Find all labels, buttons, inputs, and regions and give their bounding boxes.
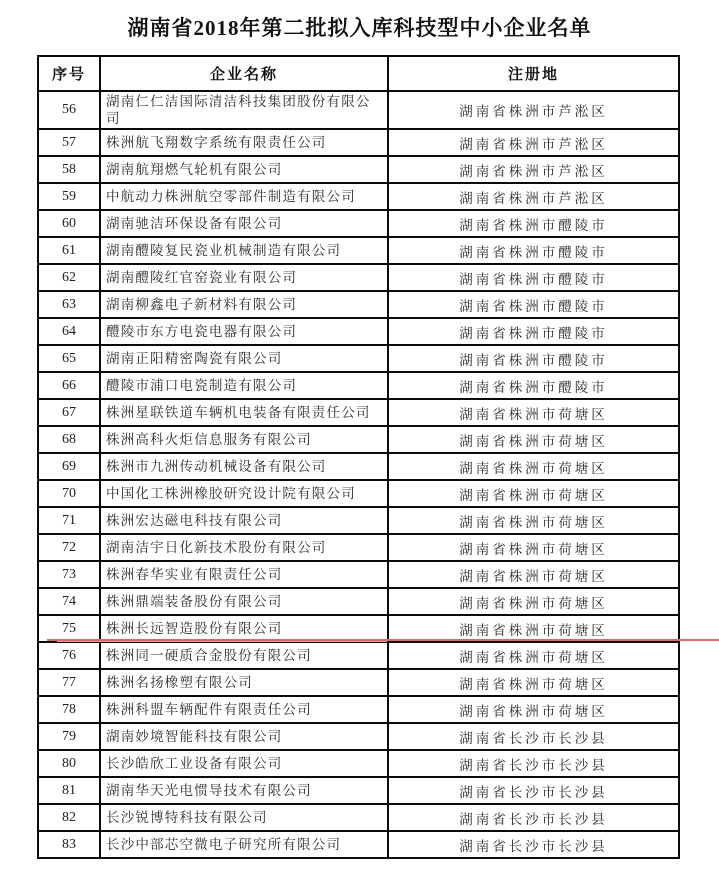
row-index-cell: 56 bbox=[38, 91, 100, 129]
registration-location-cell: 湖南省株洲市醴陵市 bbox=[388, 318, 679, 345]
company-name-cell: 湖南仁仁洁国际清洁科技集团股份有限公司 bbox=[100, 91, 388, 129]
table-row bbox=[38, 588, 679, 615]
table-row bbox=[38, 534, 679, 561]
registration-location-cell: 湖南省株洲市荷塘区 bbox=[388, 453, 679, 480]
registration-location-cell: 湖南省株洲市荷塘区 bbox=[388, 642, 679, 669]
table-row bbox=[38, 183, 679, 210]
table-row bbox=[38, 291, 679, 318]
table-row bbox=[38, 372, 679, 399]
registration-location-cell: 湖南省株洲市芦淞区 bbox=[388, 129, 679, 156]
company-name-cell: 株洲名扬橡塑有限公司 bbox=[100, 669, 388, 696]
row-index-cell: 83 bbox=[38, 831, 100, 858]
company-name-cell: 醴陵市浦口电瓷制造有限公司 bbox=[100, 372, 388, 399]
company-name-cell: 湖南驰洁环保设备有限公司 bbox=[100, 210, 388, 237]
table-row bbox=[38, 480, 679, 507]
table-row bbox=[38, 507, 679, 534]
registration-location-cell: 湖南省株洲市醴陵市 bbox=[388, 237, 679, 264]
table-row bbox=[38, 91, 679, 129]
registration-location-cell: 湖南省长沙市长沙县 bbox=[388, 831, 679, 858]
registration-location-cell: 湖南省长沙市长沙县 bbox=[388, 777, 679, 804]
registration-location-cell: 湖南省株洲市荷塘区 bbox=[388, 588, 679, 615]
table-row bbox=[38, 831, 679, 858]
table-row bbox=[38, 264, 679, 291]
registration-location-cell: 湖南省株洲市荷塘区 bbox=[388, 669, 679, 696]
registration-location-cell: 湖南省长沙市长沙县 bbox=[388, 804, 679, 831]
registration-location-cell: 湖南省株洲市醴陵市 bbox=[388, 372, 679, 399]
table-row bbox=[38, 615, 679, 642]
table-row bbox=[38, 426, 679, 453]
row-index-cell: 78 bbox=[38, 696, 100, 723]
row-index-cell: 80 bbox=[38, 750, 100, 777]
table-body bbox=[38, 91, 679, 858]
company-name-cell: 湖南洁宇日化新技术股份有限公司 bbox=[100, 534, 388, 561]
table-row bbox=[38, 318, 679, 345]
row-index-cell: 62 bbox=[38, 264, 100, 291]
registration-location-cell: 湖南省株洲市芦淞区 bbox=[388, 183, 679, 210]
company-name-cell: 株洲高科火炬信息服务有限公司 bbox=[100, 426, 388, 453]
red-underline-annotation bbox=[47, 639, 719, 641]
column-header-index: 序号 bbox=[38, 56, 100, 91]
table-row bbox=[38, 696, 679, 723]
table-row bbox=[38, 561, 679, 588]
row-index-cell: 77 bbox=[38, 669, 100, 696]
table-row bbox=[38, 669, 679, 696]
registration-location-cell: 湖南省株洲市芦淞区 bbox=[388, 156, 679, 183]
company-name-cell: 长沙中部芯空微电子研究所有限公司 bbox=[100, 831, 388, 858]
row-index-cell: 72 bbox=[38, 534, 100, 561]
row-index-cell: 57 bbox=[38, 129, 100, 156]
table-row bbox=[38, 237, 679, 264]
registration-location-cell: 湖南省株洲市荷塘区 bbox=[388, 615, 679, 642]
registration-location-cell: 湖南省株洲市荷塘区 bbox=[388, 696, 679, 723]
row-index-cell: 69 bbox=[38, 453, 100, 480]
company-name-cell: 湖南醴陵红官窑瓷业有限公司 bbox=[100, 264, 388, 291]
company-name-cell: 湖南妙境智能科技有限公司 bbox=[100, 723, 388, 750]
row-index-cell: 60 bbox=[38, 210, 100, 237]
row-index-cell: 70 bbox=[38, 480, 100, 507]
company-name-cell: 醴陵市东方电瓷电器有限公司 bbox=[100, 318, 388, 345]
registration-location-cell: 湖南省株洲市荷塘区 bbox=[388, 480, 679, 507]
company-name-cell: 长沙锐博特科技有限公司 bbox=[100, 804, 388, 831]
row-index-cell: 71 bbox=[38, 507, 100, 534]
table-row bbox=[38, 777, 679, 804]
registration-location-cell: 湖南省株洲市醴陵市 bbox=[388, 264, 679, 291]
company-name-cell: 株洲宏达磁电科技有限公司 bbox=[100, 507, 388, 534]
table-header bbox=[38, 56, 679, 91]
row-index-cell: 65 bbox=[38, 345, 100, 372]
table-row bbox=[38, 453, 679, 480]
registration-location-cell: 湖南省株洲市荷塘区 bbox=[388, 534, 679, 561]
row-index-cell: 67 bbox=[38, 399, 100, 426]
company-name-cell: 湖南航翔燃气轮机有限公司 bbox=[100, 156, 388, 183]
company-name-cell: 中国化工株洲橡胶研究设计院有限公司 bbox=[100, 480, 388, 507]
row-index-cell: 66 bbox=[38, 372, 100, 399]
table-row bbox=[38, 750, 679, 777]
registration-location-cell: 湖南省株洲市荷塘区 bbox=[388, 507, 679, 534]
company-name-cell: 株洲航飞翔数字系统有限责任公司 bbox=[100, 129, 388, 156]
registration-location-cell: 湖南省株洲市荷塘区 bbox=[388, 426, 679, 453]
registration-location-cell: 湖南省株洲市芦淞区 bbox=[388, 91, 679, 129]
company-name-cell: 株洲星联铁道车辆机电装备有限责任公司 bbox=[100, 399, 388, 426]
company-name-cell: 湖南柳鑫电子新材料有限公司 bbox=[100, 291, 388, 318]
row-index-cell: 64 bbox=[38, 318, 100, 345]
registration-location-cell: 湖南省株洲市醴陵市 bbox=[388, 210, 679, 237]
row-index-cell: 76 bbox=[38, 642, 100, 669]
company-name-cell: 中航动力株洲航空零部件制造有限公司 bbox=[100, 183, 388, 210]
company-name-cell: 株洲市九洲传动机械设备有限公司 bbox=[100, 453, 388, 480]
company-name-cell: 株洲春华实业有限责任公司 bbox=[100, 561, 388, 588]
row-index-cell: 73 bbox=[38, 561, 100, 588]
table-row bbox=[38, 345, 679, 372]
row-index-cell: 63 bbox=[38, 291, 100, 318]
row-index-cell: 81 bbox=[38, 777, 100, 804]
company-name-cell: 株洲长远智造股份有限公司 bbox=[100, 615, 388, 642]
registration-location-cell: 湖南省株洲市荷塘区 bbox=[388, 399, 679, 426]
table-row bbox=[38, 804, 679, 831]
row-index-cell: 59 bbox=[38, 183, 100, 210]
company-name-cell: 湖南醴陵复民瓷业机械制造有限公司 bbox=[100, 237, 388, 264]
column-header-company-name: 企业名称 bbox=[100, 56, 388, 91]
table-header-row bbox=[38, 56, 679, 91]
table-row bbox=[38, 210, 679, 237]
table-row bbox=[38, 156, 679, 183]
row-index-cell: 82 bbox=[38, 804, 100, 831]
column-header-registration-location: 注册地 bbox=[388, 56, 679, 91]
page-title: 湖南省2018年第二批拟入库科技型中小企业名单 bbox=[127, 16, 592, 40]
table-row bbox=[38, 642, 679, 669]
company-name-cell: 株洲科盟车辆配件有限责任公司 bbox=[100, 696, 388, 723]
registration-location-cell: 湖南省长沙市长沙县 bbox=[388, 750, 679, 777]
row-index-cell: 74 bbox=[38, 588, 100, 615]
table-row bbox=[38, 723, 679, 750]
row-index-cell: 58 bbox=[38, 156, 100, 183]
company-name-cell: 湖南华天光电惯导技术有限公司 bbox=[100, 777, 388, 804]
company-name-cell: 株洲同一硬质合金股份有限公司 bbox=[100, 642, 388, 669]
registration-location-cell: 湖南省株洲市荷塘区 bbox=[388, 561, 679, 588]
company-name-cell: 株洲鼎端装备股份有限公司 bbox=[100, 588, 388, 615]
table-row bbox=[38, 399, 679, 426]
row-index-cell: 68 bbox=[38, 426, 100, 453]
table-row bbox=[38, 129, 679, 156]
company-name-cell: 湖南正阳精密陶瓷有限公司 bbox=[100, 345, 388, 372]
company-name-cell: 长沙皓欣工业设备有限公司 bbox=[100, 750, 388, 777]
company-list-table bbox=[37, 55, 680, 859]
row-index-cell: 61 bbox=[38, 237, 100, 264]
row-index-cell: 79 bbox=[38, 723, 100, 750]
registration-location-cell: 湖南省株洲市醴陵市 bbox=[388, 345, 679, 372]
row-index-cell: 75 bbox=[38, 615, 100, 642]
registration-location-cell: 湖南省长沙市长沙县 bbox=[388, 723, 679, 750]
registration-location-cell: 湖南省株洲市醴陵市 bbox=[388, 291, 679, 318]
